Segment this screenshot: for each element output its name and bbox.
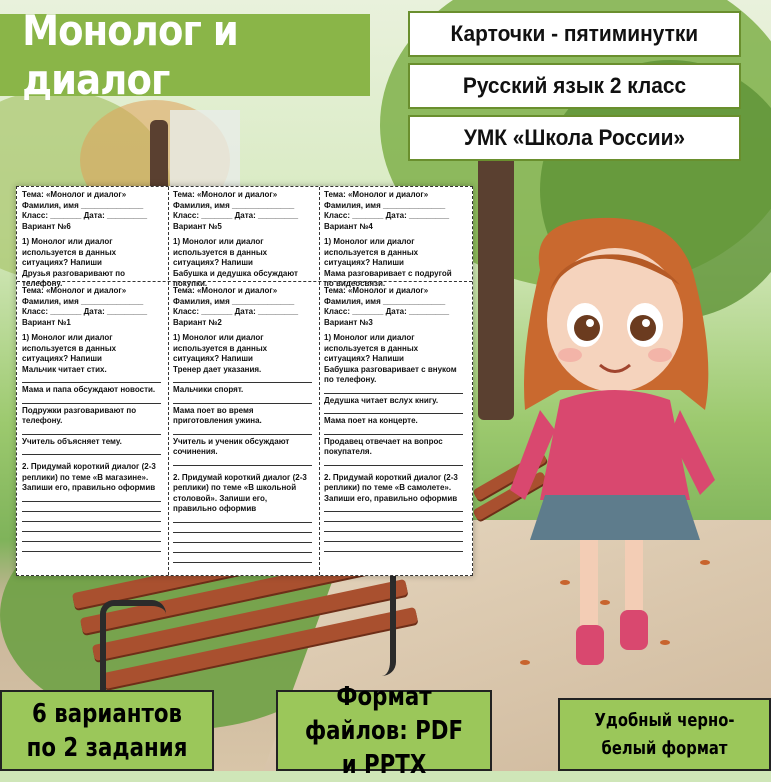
card-variant-1: Тема: «Монолог и диалог» Фамилия, имя ______________ Класс: _______ Дата: _________ Вариант №1 1) Монолог или диалог используется в данных ситуациях? Напиши Мальчик читает стих. Мама и папа обсуждают новости. Подружки разговаривают по телефону. Учитель объясняет тему. 2. Придумай короткий диалог (2-3 реплики) по теме «В магазине». Запиши его, правильно оформив bbox=[17, 283, 166, 557]
card-task1: 1) Монолог или диалог используется в данных ситуациях? Напиши bbox=[22, 333, 117, 363]
card-class-label: Класс: bbox=[22, 307, 48, 316]
card-variant: Вариант №2 bbox=[173, 317, 222, 327]
card-date-label: Дата: bbox=[385, 307, 407, 316]
card-name-label: Фамилия, имя bbox=[22, 200, 79, 210]
girl-illustration bbox=[500, 210, 730, 680]
bw-box bbox=[558, 698, 771, 771]
variants-box bbox=[0, 690, 214, 771]
card-name-label: Фамилия, имя bbox=[173, 296, 230, 306]
card-situation: Бабушка и дедушка обсуждают покупки. bbox=[173, 268, 298, 288]
card-class-label: Класс: bbox=[324, 307, 350, 316]
card-topic: Тема: «Монолог и диалог» bbox=[173, 286, 278, 295]
card-task1: 1) Монолог или диалог используется в данных ситуациях? Напиши bbox=[324, 333, 419, 363]
bw-label: Удобный черно-белый формат bbox=[594, 709, 735, 759]
card-name-label: Фамилия, имя bbox=[173, 200, 230, 210]
card-topic: Тема: «Монолог и диалог» bbox=[324, 286, 429, 295]
card-situation: Учитель и ученик обсуждают сочинения. bbox=[173, 436, 290, 456]
card-topic: Тема: «Монолог и диалог» bbox=[173, 190, 278, 199]
card-variant: Вариант №4 bbox=[324, 221, 373, 231]
card-situation: Мама поет во время приготовления ужина. bbox=[173, 405, 262, 425]
card-situation: Бабушка разговаривает с внуком по телефону. bbox=[324, 364, 457, 384]
worksheet-preview bbox=[16, 186, 473, 576]
card-topic: Тема: «Монолог и диалог» bbox=[22, 190, 127, 199]
card-date-label: Дата: bbox=[234, 211, 256, 220]
card-date-label: Дата: bbox=[234, 307, 256, 316]
card-variant-2: Тема: «Монолог и диалог» Фамилия, имя ______________ Класс: _______ Дата: _________ Вариант №2 1) Монолог или диалог используется в данных ситуациях? Напиши Тренер дает указания. Мальчики спорят. Мама поет во время приготовления ужина. Учитель и ученик обсуждают сочинения. 2. Придумай короткий диалог (2-3 реплики) по теме «В школьной столовой». Запиши его, правильно оформив bbox=[168, 283, 317, 568]
variants-label: 6 вариантов по 2 задания bbox=[26, 698, 188, 763]
card-topic: Тема: «Монолог и диалог» bbox=[22, 286, 127, 295]
card-date-label: Дата: bbox=[385, 211, 407, 220]
title-banner bbox=[0, 6, 370, 104]
card-situation: Мальчики спорят. bbox=[173, 385, 244, 394]
card-name-label: Фамилия, имя bbox=[22, 296, 79, 306]
card-situation: Тренер дает указания. bbox=[173, 364, 262, 374]
card-variant: Вариант №3 bbox=[324, 317, 373, 327]
card-situation: Подружки разговаривают по телефону. bbox=[22, 405, 137, 425]
card-name-label: Фамилия, имя bbox=[324, 200, 381, 210]
page-title: Монолог и диалог bbox=[22, 6, 238, 104]
tag-subject-label: Русский язык 2 класс bbox=[462, 73, 687, 98]
card-task2: 2. Придумай короткий диалог (2-3 реплики) по теме «В магазине». Запиши его, правильно оформив bbox=[22, 462, 156, 492]
card-situation: Дедушка читает вслух книгу. bbox=[324, 395, 439, 405]
format-box bbox=[276, 681, 492, 780]
card-task2: 2. Придумай короткий диалог (2-3 реплики) по теме «В школьной столовой». Запиши его, правильно оформив bbox=[173, 472, 307, 513]
card-topic: Тема: «Монолог и диалог» bbox=[324, 190, 429, 199]
card-task1: 1) Монолог или диалог используется в данных ситуациях? Напиши bbox=[22, 237, 117, 267]
card-task2: 2. Придумай короткий диалог (2-3 реплики) по теме «В самолете». Запиши его, правильно оформив bbox=[324, 472, 458, 503]
tag-cards-label: Карточки - пятиминутки bbox=[450, 21, 699, 46]
card-situation: Мама и папа обсуждают новости. bbox=[22, 385, 156, 394]
card-variant: Вариант №6 bbox=[22, 221, 71, 231]
card-class-label: Класс: bbox=[22, 211, 48, 220]
card-variant: Вариант №5 bbox=[173, 221, 222, 231]
card-date-label: Дата: bbox=[83, 307, 105, 316]
card-variant-6: Тема: «Монолог и диалог» Фамилия, имя ______________ Класс: _______ Дата: _________ Вариант №6 1) Монолог или диалог используется в данных ситуациях? Напиши Друзья разговаривают по телефону. bbox=[17, 187, 166, 293]
card-situation: Друзья разговаривают по телефону. bbox=[22, 268, 125, 288]
card-task1: 1) Монолог или диалог используется в данных ситуациях? Напиши bbox=[173, 333, 268, 363]
tag-subject bbox=[408, 63, 741, 109]
tag-program-label: УМК «Школа России» bbox=[463, 125, 686, 150]
card-situation: Мальчик читает стих. bbox=[22, 364, 107, 374]
tag-cards bbox=[408, 11, 741, 57]
card-situation: Продавец отвечает на вопрос покупателя. bbox=[324, 436, 443, 456]
card-class-label: Класс: bbox=[173, 211, 199, 220]
card-situation: Учитель объясняет тему. bbox=[22, 436, 122, 446]
card-task1: 1) Монолог или диалог используется в данных ситуациях? Напиши bbox=[173, 237, 268, 267]
card-situation: Мама разговаривает с подругой по видеосвязи. bbox=[324, 268, 452, 288]
card-task1: 1) Монолог или диалог используется в данных ситуациях? Напиши bbox=[324, 237, 419, 267]
card-situation: Мама поет на концерте. bbox=[324, 416, 418, 425]
card-variant-4: Тема: «Монолог и диалог» Фамилия, имя ______________ Класс: _______ Дата: _________ Вариант №4 1) Монолог или диалог используется в данных ситуациях? Напиши Мама разговаривает с подругой по видеосвязи. bbox=[319, 187, 468, 293]
tag-program bbox=[408, 115, 741, 161]
card-variant: Вариант №1 bbox=[22, 317, 71, 327]
card-variant-3: Тема: «Монолог и диалог» Фамилия, имя ______________ Класс: _______ Дата: _________ Вариант №3 1) Монолог или диалог используется в данных ситуациях? Напиши Бабушка разговаривает с внуком по телефону. Дедушка читает вслух книгу. Мама поет на концерте. Продавец отвечает на вопрос покупателя. 2. Придумай короткий диалог (2-3 реплики) по теме «В самолете». Запиши его, правильно оформив bbox=[319, 283, 468, 557]
card-class-label: Класс: bbox=[173, 307, 199, 316]
card-class-label: Класс: bbox=[324, 211, 350, 220]
card-date-label: Дата: bbox=[83, 211, 105, 220]
format-label: Формат файлов: PDF и PPTX bbox=[304, 681, 464, 780]
card-variant-5: Тема: «Монолог и диалог» Фамилия, имя ______________ Класс: _______ Дата: _________ Вариант №5 1) Монолог или диалог используется в данных ситуациях? Напиши Бабушка и дедушка обсуждают покупки. bbox=[168, 187, 317, 293]
card-name-label: Фамилия, имя bbox=[324, 296, 381, 306]
